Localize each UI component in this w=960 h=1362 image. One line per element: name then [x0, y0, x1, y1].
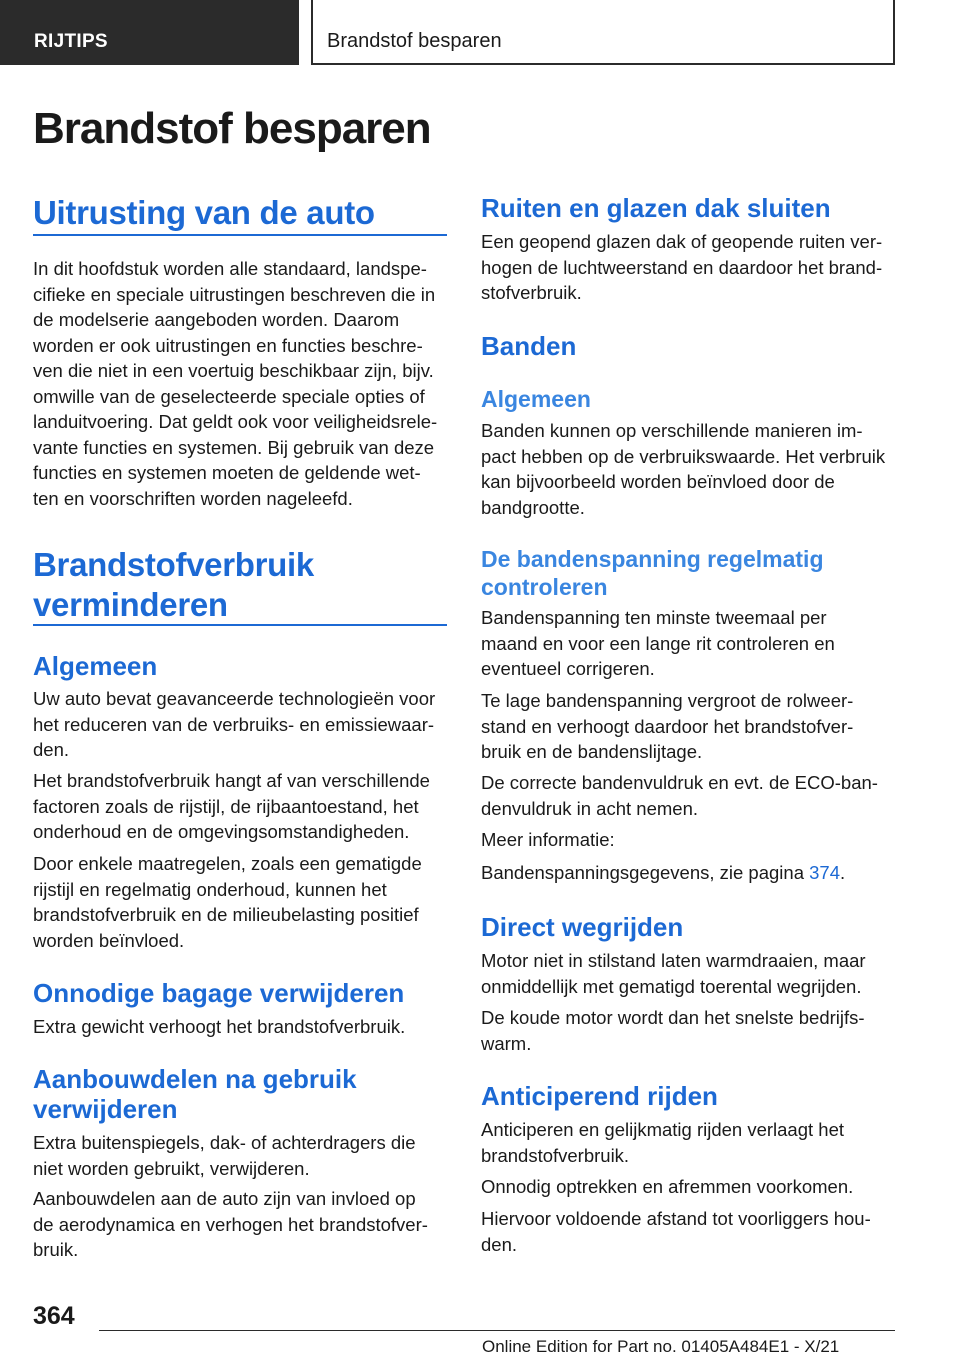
header-chapter-box — [311, 0, 895, 65]
paragraph-bagage: Extra gewicht verhoogt het brandstofverbruik. — [33, 1016, 406, 1037]
header-chapter-label: Brandstof besparen — [327, 30, 502, 52]
heading-anticiperend: Anticiperend rijden — [481, 1081, 718, 1111]
heading-bandenspanning: De bandenspanning regelmatig controleren — [481, 546, 824, 600]
heading-banden-algemeen: Algemeen — [481, 386, 591, 412]
footer-edition: Online Edition for Part no. 01405A484E1 - X/21 — [482, 1337, 840, 1356]
paragraph-aanbouwdelen-2: Aanbouwdelen aan de auto zijn van invloed op de aerodynamica en verhogen het brandstofver- bruik. — [33, 1188, 428, 1260]
paragraph-bandenspanning-3: De correcte bandenvuldruk en evt. de ECO-ban- denvuldruk in acht nemen. — [481, 772, 878, 819]
paragraph-uitrusting: In dit hoofdstuk worden alle standaard, landspe- cifieke en speciale uitrustingen beschreven die in de modelserie aangeboden worden. Daarom worden er ook uitrustingen en functies beschre- ven die niet in een voertuig beschikbaar zijn, bijv. omwille van de geselecteerde speciale opties of landuitvoering. Dat geldt ook voor veiligheidsrele- vante functies en systemen. Bij gebruik van deze functies en systemen moeten de geldende wet- ten en voorschriften worden nageleefd. — [33, 258, 438, 509]
paragraph-aanbouwdelen-1: Extra buitenspiegels, dak- of achterdragers die niet worden gebruikt, verwijderen. — [33, 1132, 416, 1179]
heading-uitrusting: Uitrusting van de auto — [33, 194, 375, 231]
heading-rule — [33, 624, 447, 626]
paragraph-anticiperend-2: Onnodig optrekken en afremmen voorkomen. — [481, 1176, 854, 1197]
paragraph-algemeen-1: Uw auto bevat geavanceerde technologieën voor het reduceren van de verbruiks- en emissiewaar- den. — [33, 688, 436, 760]
page-link-374[interactable]: 374 — [809, 862, 840, 883]
paragraph-meer-informatie: Meer informatie: — [481, 829, 615, 850]
paragraph-anticiperend-1: Anticiperen en gelijkmatig rijden verlaagt het brandstofverbruik. — [481, 1119, 845, 1166]
paragraph-direct-1: Motor niet in stilstand laten warmdraaien, maar onmiddellijk met gematigd toerental wegrijden. — [481, 950, 866, 997]
page-number: 364 — [33, 1302, 75, 1330]
paragraph-anticiperend-3: Hiervoor voldoende afstand tot voorliggers hou- den. — [481, 1208, 871, 1255]
heading-brandstofverbruik: Brandstofverbruik verminderen — [33, 546, 314, 623]
heading-algemeen: Algemeen — [33, 651, 158, 681]
heading-aanbouwdelen: Aanbouwdelen na gebruik verwijderen — [33, 1064, 357, 1124]
header-section-label: RIJTIPS — [34, 31, 108, 52]
heading-direct-wegrijden: Direct wegrijden — [481, 912, 684, 942]
heading-bagage: Onnodige bagage verwijderen — [33, 978, 405, 1008]
paragraph-bandenspanning-2: Te lage bandenspanning vergroot de rolweer- stand en verhoogt daardoor het brandstofver- bruik en de bandenslijtage. — [481, 690, 854, 762]
page-title: Brandstof besparen — [33, 104, 431, 153]
paragraph-bandenspanning-ref: Bandenspanningsgegevens, zie pagina 374. — [481, 862, 846, 883]
heading-rule — [33, 234, 447, 236]
heading-ruiten: Ruiten en glazen dak sluiten — [481, 193, 831, 223]
paragraph-algemeen-3: Door enkele maatregelen, zoals een gematigde rijstijl en regelmatig onderhoud, kunnen het brandstofverbruik en de milieubelasting positief worden beïnvloed. — [33, 853, 422, 951]
paragraph-banden-algemeen: Banden kunnen op verschillende manieren im- pact hebben op de verbruikswaarde. Het verbruik kan bijvoorbeeld worden beïnvloed door de bandgrootte. — [481, 420, 886, 518]
header-section-tab — [0, 0, 299, 65]
paragraph-bandenspanning-1: Bandenspanning ten minste tweemaal per maand en voor een lange rit controleren en eventueel corrigeren. — [481, 607, 835, 679]
heading-banden: Banden — [481, 331, 577, 361]
paragraph-direct-2: De koude motor wordt dan het snelste bedrijfs- warm. — [481, 1007, 865, 1054]
paragraph-algemeen-2: Het brandstofverbruik hangt af van verschillende factoren zoals de rijstijl, de rijbaantoestand, het onderhoud en de omgevingsomstandigheden. — [33, 770, 430, 842]
paragraph-ruiten: Een geopend glazen dak of geopende ruiten ver- hogen de luchtweerstand en daardoor het brand- stofverbruik. — [481, 231, 883, 303]
footer-rule — [99, 1330, 895, 1331]
